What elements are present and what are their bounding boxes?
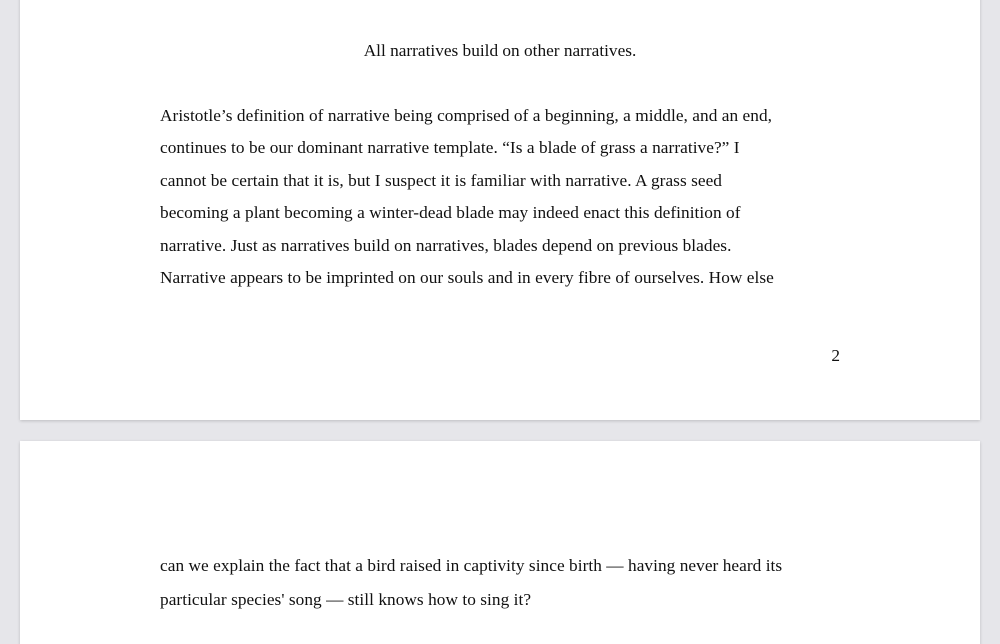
text-line: can we explain the fact that a bird raised in captivity since birth — having never heard its bbox=[160, 556, 783, 575]
document-page bbox=[20, 441, 980, 644]
document-page bbox=[20, 0, 980, 420]
text-line: continues to be our dominant narrative template. “Is a blade of grass a narrative?” I bbox=[160, 138, 740, 157]
text-line: becoming a plant becoming a winter-dead blade may indeed enact this definition of bbox=[160, 203, 741, 222]
text-line: All narratives build on other narratives. bbox=[363, 41, 637, 60]
text-line: particular species' song — still knows how to sing it? bbox=[160, 590, 532, 609]
text-line: Aristotle’s definition of narrative being comprised of a beginning, a middle, and an end, bbox=[160, 106, 773, 125]
text-line: cannot be certain that it is, but I suspect it is familiar with narrative. A grass seed bbox=[160, 171, 722, 190]
text-line: Narrative appears to be imprinted on our souls and in every fibre of ourselves. How else bbox=[160, 268, 774, 287]
page-number: 2 bbox=[831, 346, 840, 365]
text-line: narrative. Just as narratives build on narratives, blades depend on previous blades. bbox=[160, 236, 732, 255]
